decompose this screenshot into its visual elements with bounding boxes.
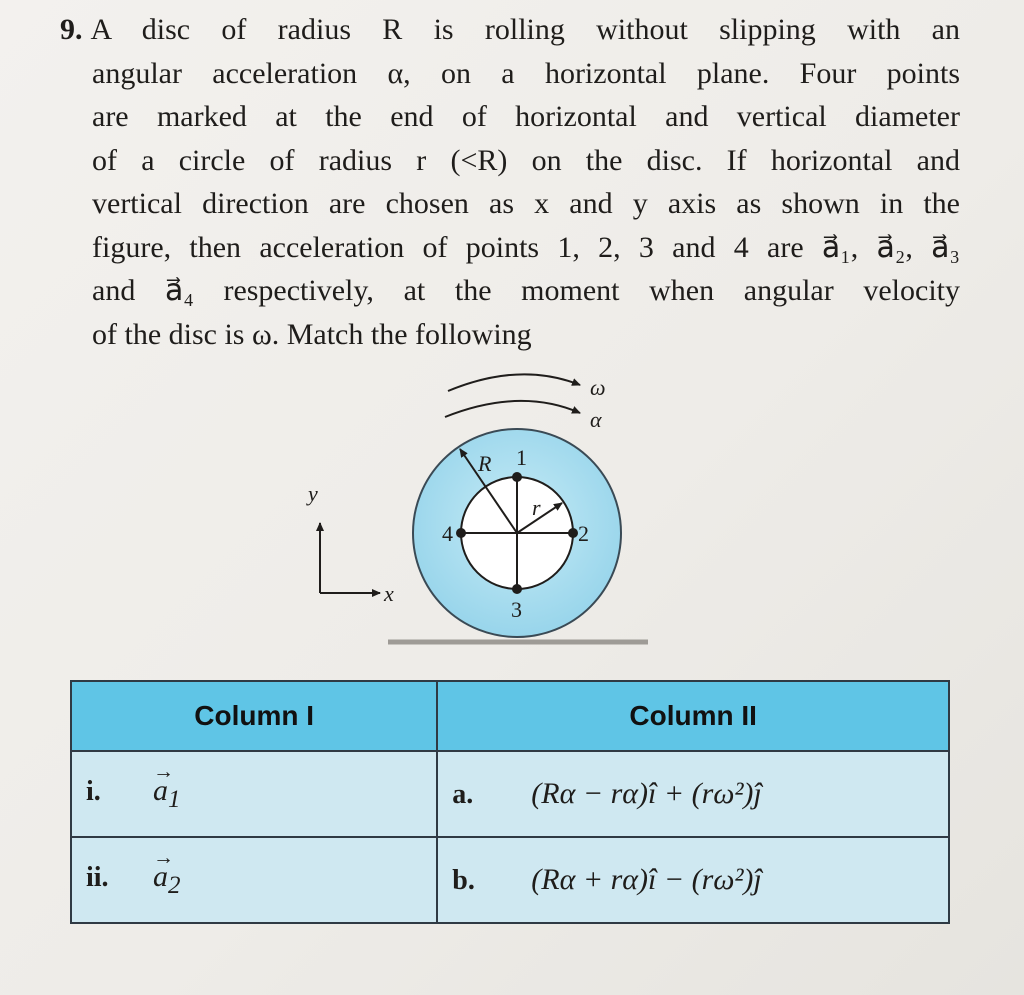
question-line: are marked at the end of horizontal and vertical diameter	[92, 100, 960, 133]
point-2	[568, 528, 578, 538]
question-line: and a⃗₄ respectively, at the moment when angular velocity	[92, 274, 960, 307]
omega-label: ω	[590, 375, 606, 400]
omega-arrow	[448, 374, 580, 391]
r-label: r	[532, 495, 541, 520]
row-letter: b.	[452, 865, 475, 896]
vector-label: → $a_2$	[153, 860, 181, 893]
vector-label: → $a_1$	[153, 774, 181, 807]
question-text	[60, 8, 960, 356]
point-4-label: 4	[442, 521, 453, 546]
point-1-label: 1	[516, 445, 527, 470]
question-line: figure, then acceleration of points 1, 2, 3 and 4 are a⃗₁, a⃗₂, a⃗₃	[92, 230, 960, 264]
y-axis-label: y	[308, 481, 318, 506]
match-table	[70, 680, 950, 924]
disc-figure	[280, 365, 700, 655]
R-label: R	[478, 451, 492, 476]
question-line: of the disc is ω. Match the following	[92, 317, 532, 351]
row-index: ii.	[86, 862, 109, 893]
column-2-cell	[437, 837, 949, 923]
point-1	[512, 472, 522, 482]
acceleration-expression: (Rα + rα)î − (rω²)ĵ	[531, 863, 762, 896]
column-1-cell	[71, 751, 437, 837]
question-line: 9. A disc of radius R is rolling without slipping with an	[60, 13, 960, 46]
point-3-label: 3	[511, 597, 522, 622]
point-2-label: 2	[578, 521, 589, 546]
question-number: 9.	[60, 13, 83, 46]
row-index: i.	[86, 776, 101, 807]
table-row	[71, 751, 949, 837]
x-axis-label: x	[384, 581, 394, 606]
column-1-header: Column I	[71, 681, 437, 751]
acceleration-expression: (Rα − rα)î + (rω²)ĵ	[531, 777, 762, 810]
table-header-row	[71, 681, 949, 751]
row-letter: a.	[452, 779, 474, 810]
column-1-cell	[71, 837, 437, 923]
question-line: of a circle of radius r (<R) on the disc. If horizontal and	[92, 143, 960, 177]
question-line: angular acceleration α, on a horizontal plane. Four points	[92, 56, 960, 90]
disc-diagram	[280, 365, 700, 655]
alpha-label: α	[590, 407, 602, 432]
alpha-arrow	[445, 401, 580, 417]
column-2-cell	[437, 751, 949, 837]
question-line: vertical direction are chosen as x and y axis as shown in the	[92, 187, 960, 220]
table-row	[71, 837, 949, 923]
point-4	[456, 528, 466, 538]
column-2-header: Column II	[437, 681, 949, 751]
point-3	[512, 584, 522, 594]
